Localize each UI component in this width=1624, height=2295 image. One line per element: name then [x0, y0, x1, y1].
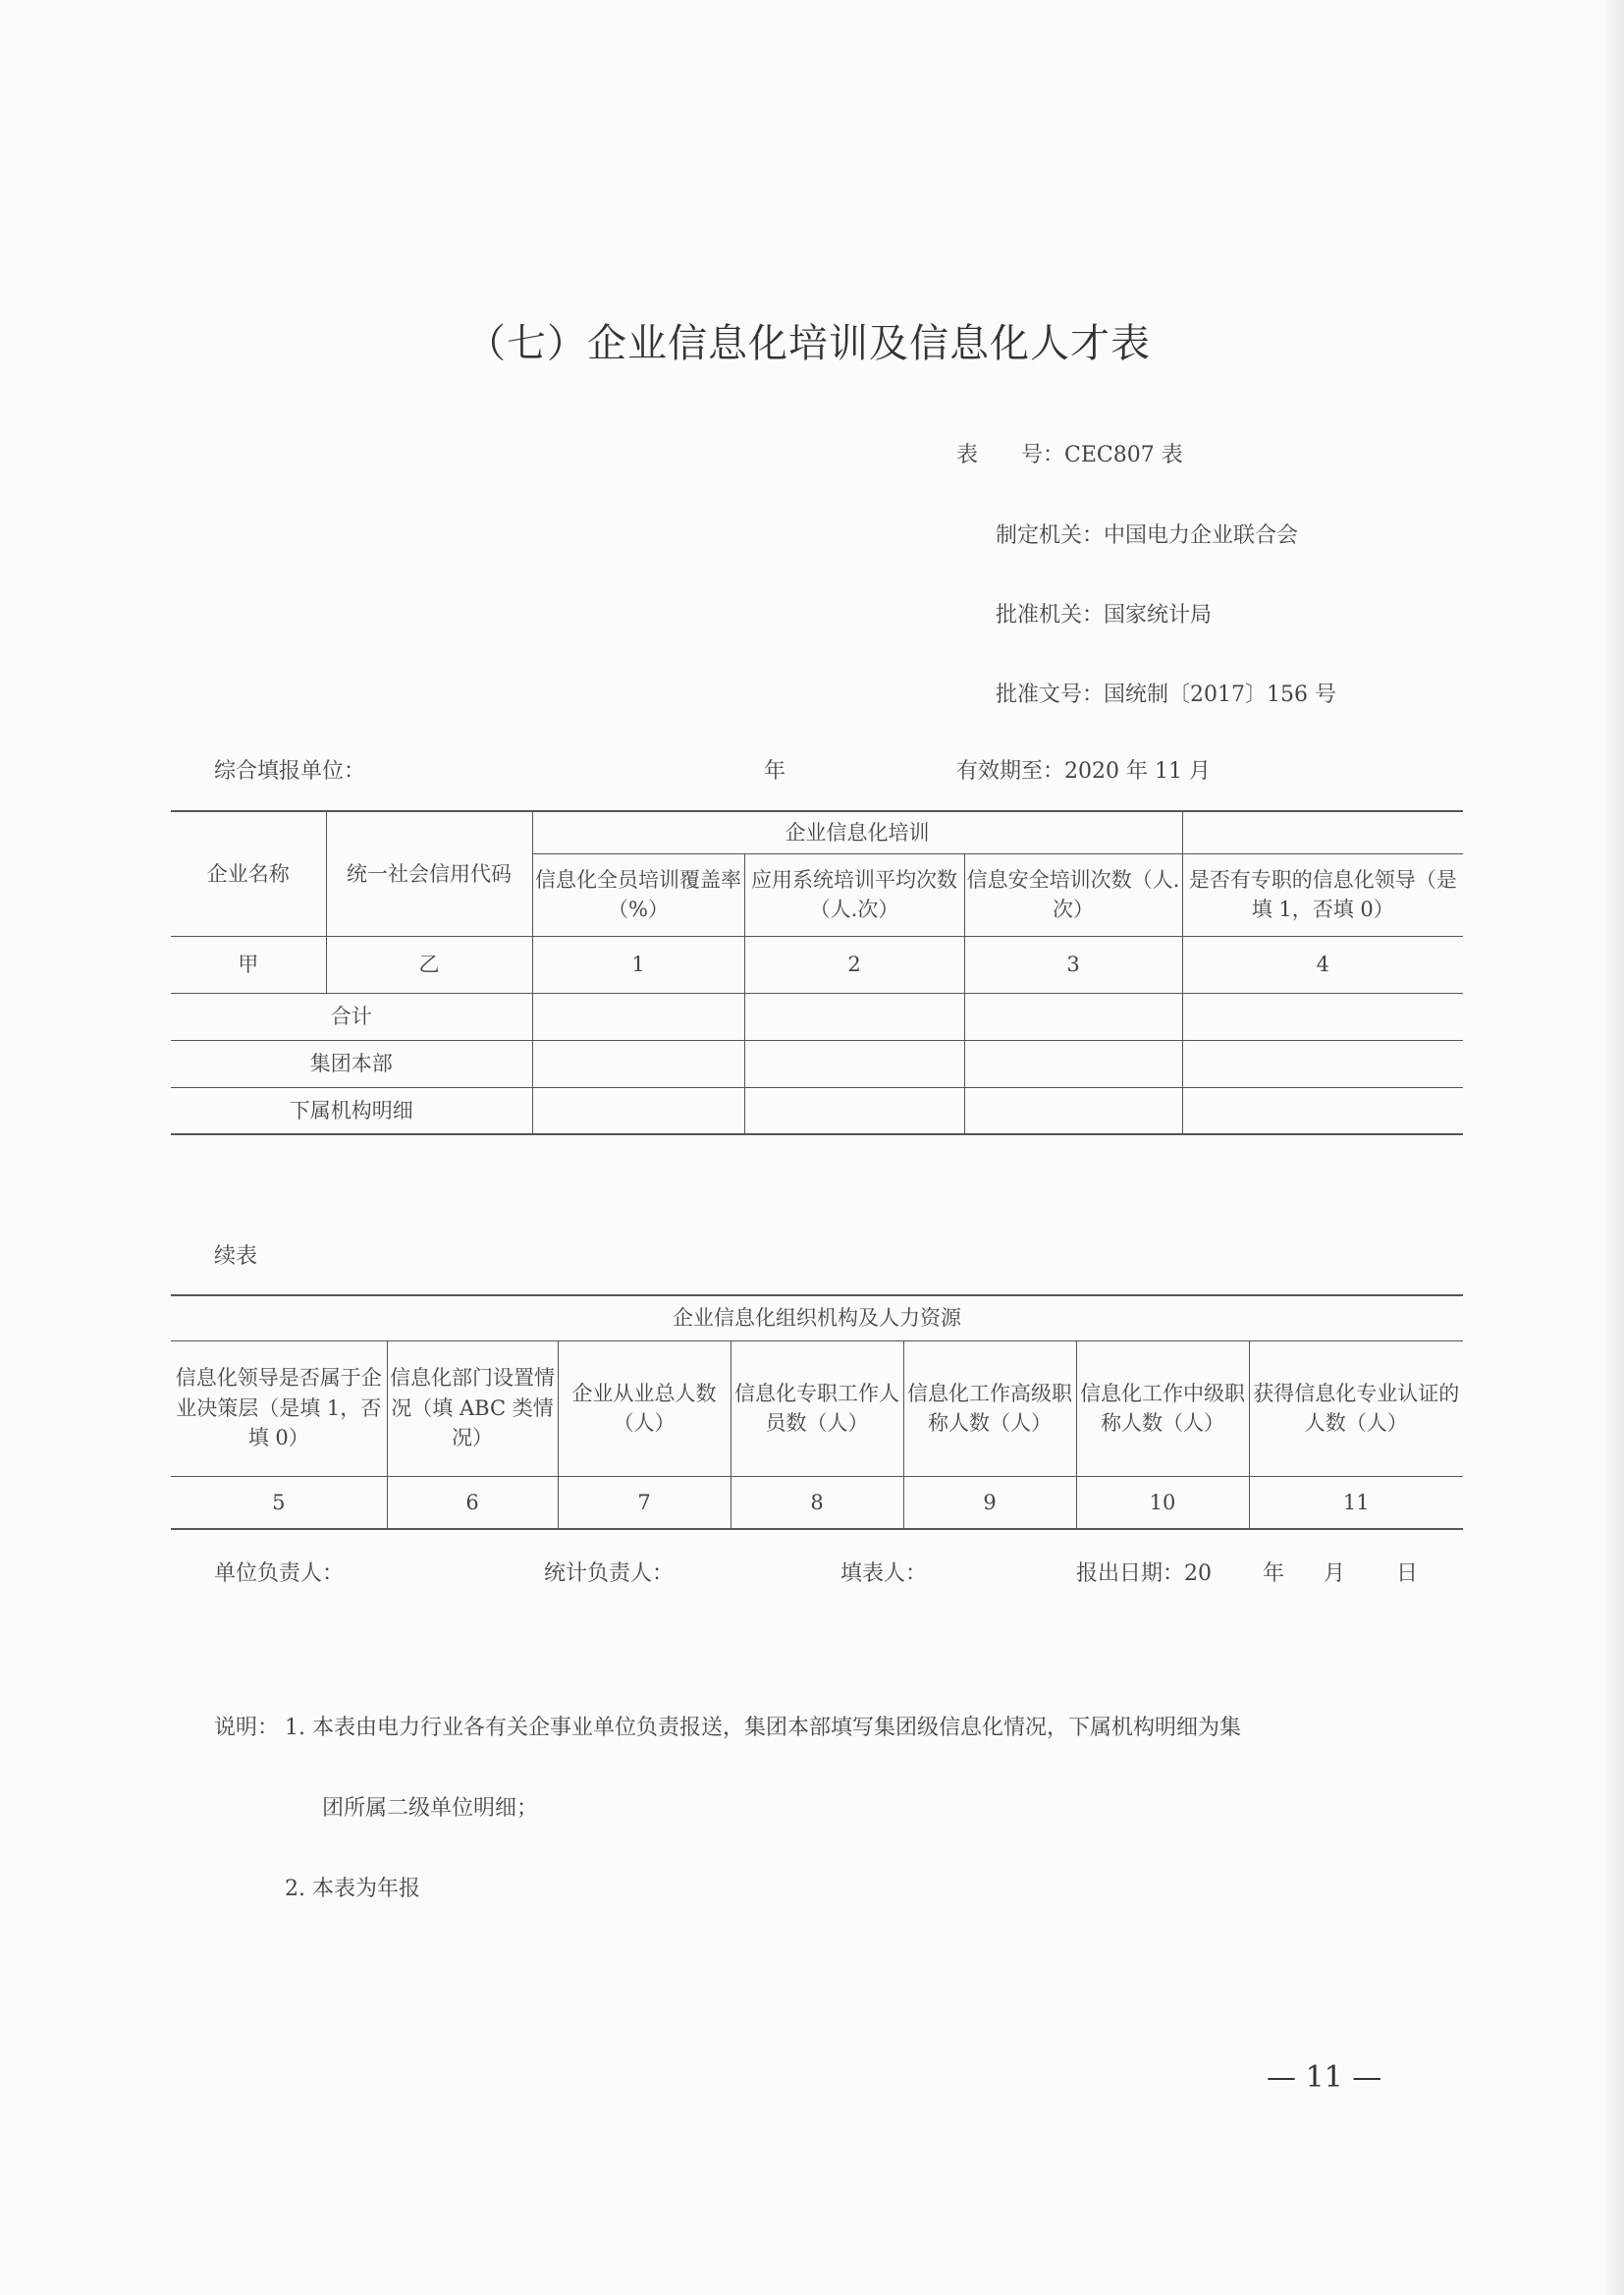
index-cell: 6 [387, 1476, 558, 1529]
index-cell: 9 [903, 1476, 1076, 1529]
table-row [171, 1040, 1463, 1087]
header-col-4: 是否有专职的信息化领导（是填 1，否填 0） [1182, 853, 1463, 936]
it-staff-table [171, 1294, 1463, 1530]
header-enterprise-name: 企业名称 [171, 811, 326, 936]
row-label-total: 合计 [171, 993, 532, 1040]
approval-document-number: 批准文号：国统制〔2017〕156 号 [996, 683, 1336, 707]
header-col-1: 信息化全员培训覆盖率（%） [532, 853, 744, 936]
header-col-11: 获得信息化专业认证的人数（人） [1249, 1340, 1463, 1476]
year-label: 年 [764, 759, 786, 784]
index-cell: 10 [1076, 1476, 1249, 1529]
header-col-9: 信息化工作高级职称人数（人） [903, 1340, 1076, 1476]
scan-edge-shadow [1602, 0, 1624, 2295]
header-col-7: 企业从业总人数（人） [558, 1340, 731, 1476]
continued-label: 续表 [214, 1244, 258, 1269]
note-item-1-continued: 团所属二级单位明细； [322, 1796, 539, 1821]
row-label-subsidiaries: 下属机构明细 [171, 1087, 532, 1134]
index-cell: 乙 [326, 936, 532, 993]
header-col-5: 信息化领导是否属于企业决策层（是填 1，否填 0） [171, 1340, 387, 1476]
report-date-year: 年 [1263, 1561, 1285, 1586]
index-cell: 5 [171, 1476, 387, 1529]
note-item-2: 2. 本表为年报 [285, 1877, 420, 1901]
index-cell: 甲 [171, 936, 326, 993]
header-it-org-group: 企业信息化组织机构及人力资源 [171, 1295, 1463, 1340]
notes-label: 说明： [214, 1716, 280, 1740]
report-date-label: 报出日期：20 [1076, 1561, 1212, 1586]
header-empty-cell [1182, 811, 1463, 853]
valid-until-label: 有效期至：2020 年 11 月 [956, 759, 1211, 784]
index-cell: 7 [558, 1476, 731, 1529]
header-training-group: 企业信息化培训 [532, 811, 1182, 853]
row-label-headquarters: 集团本部 [171, 1040, 532, 1087]
issuing-organization: 制定机关：中国电力企业联合会 [996, 523, 1299, 548]
header-col-3: 信息安全培训次数（人.次） [964, 853, 1182, 936]
index-cell: 4 [1182, 936, 1463, 993]
index-cell: 1 [532, 936, 744, 993]
header-col-8: 信息化专职工作人员数（人） [731, 1340, 903, 1476]
note-item-1: 1. 本表由电力行业各有关企事业单位负责报送，集团本部填写集团级信息化情况，下属机构明细为集 [285, 1716, 1241, 1740]
page-title: （七）企业信息化培训及信息化人才表 [466, 321, 1151, 366]
index-cell: 3 [964, 936, 1182, 993]
table-row [171, 993, 1463, 1040]
table-number: 表 号：CEC807 表 [956, 443, 1183, 467]
index-row [171, 936, 1463, 993]
header-col-2: 应用系统培训平均次数（人.次） [744, 853, 964, 936]
unit-head-label: 单位负责人： [214, 1561, 345, 1586]
statistics-head-label: 统计负责人： [544, 1561, 675, 1586]
index-cell: 11 [1249, 1476, 1463, 1529]
report-date-month: 月 [1324, 1561, 1346, 1586]
approving-authority: 批准机关：国家统计局 [996, 603, 1213, 628]
header-col-10: 信息化工作中级职称人数（人） [1076, 1340, 1249, 1476]
reporting-unit-label: 综合填报单位： [214, 759, 366, 784]
index-cell: 8 [731, 1476, 903, 1529]
training-table [171, 810, 1463, 1135]
page-number: — 11 — [1267, 2060, 1382, 2095]
header-credit-code: 统一社会信用代码 [326, 811, 532, 936]
report-date-day: 日 [1396, 1561, 1419, 1586]
index-row [171, 1476, 1463, 1529]
table-row [171, 1087, 1463, 1134]
filler-label: 填表人： [840, 1561, 928, 1586]
header-col-6: 信息化部门设置情况（填 ABC 类情况） [387, 1340, 558, 1476]
index-cell: 2 [744, 936, 964, 993]
